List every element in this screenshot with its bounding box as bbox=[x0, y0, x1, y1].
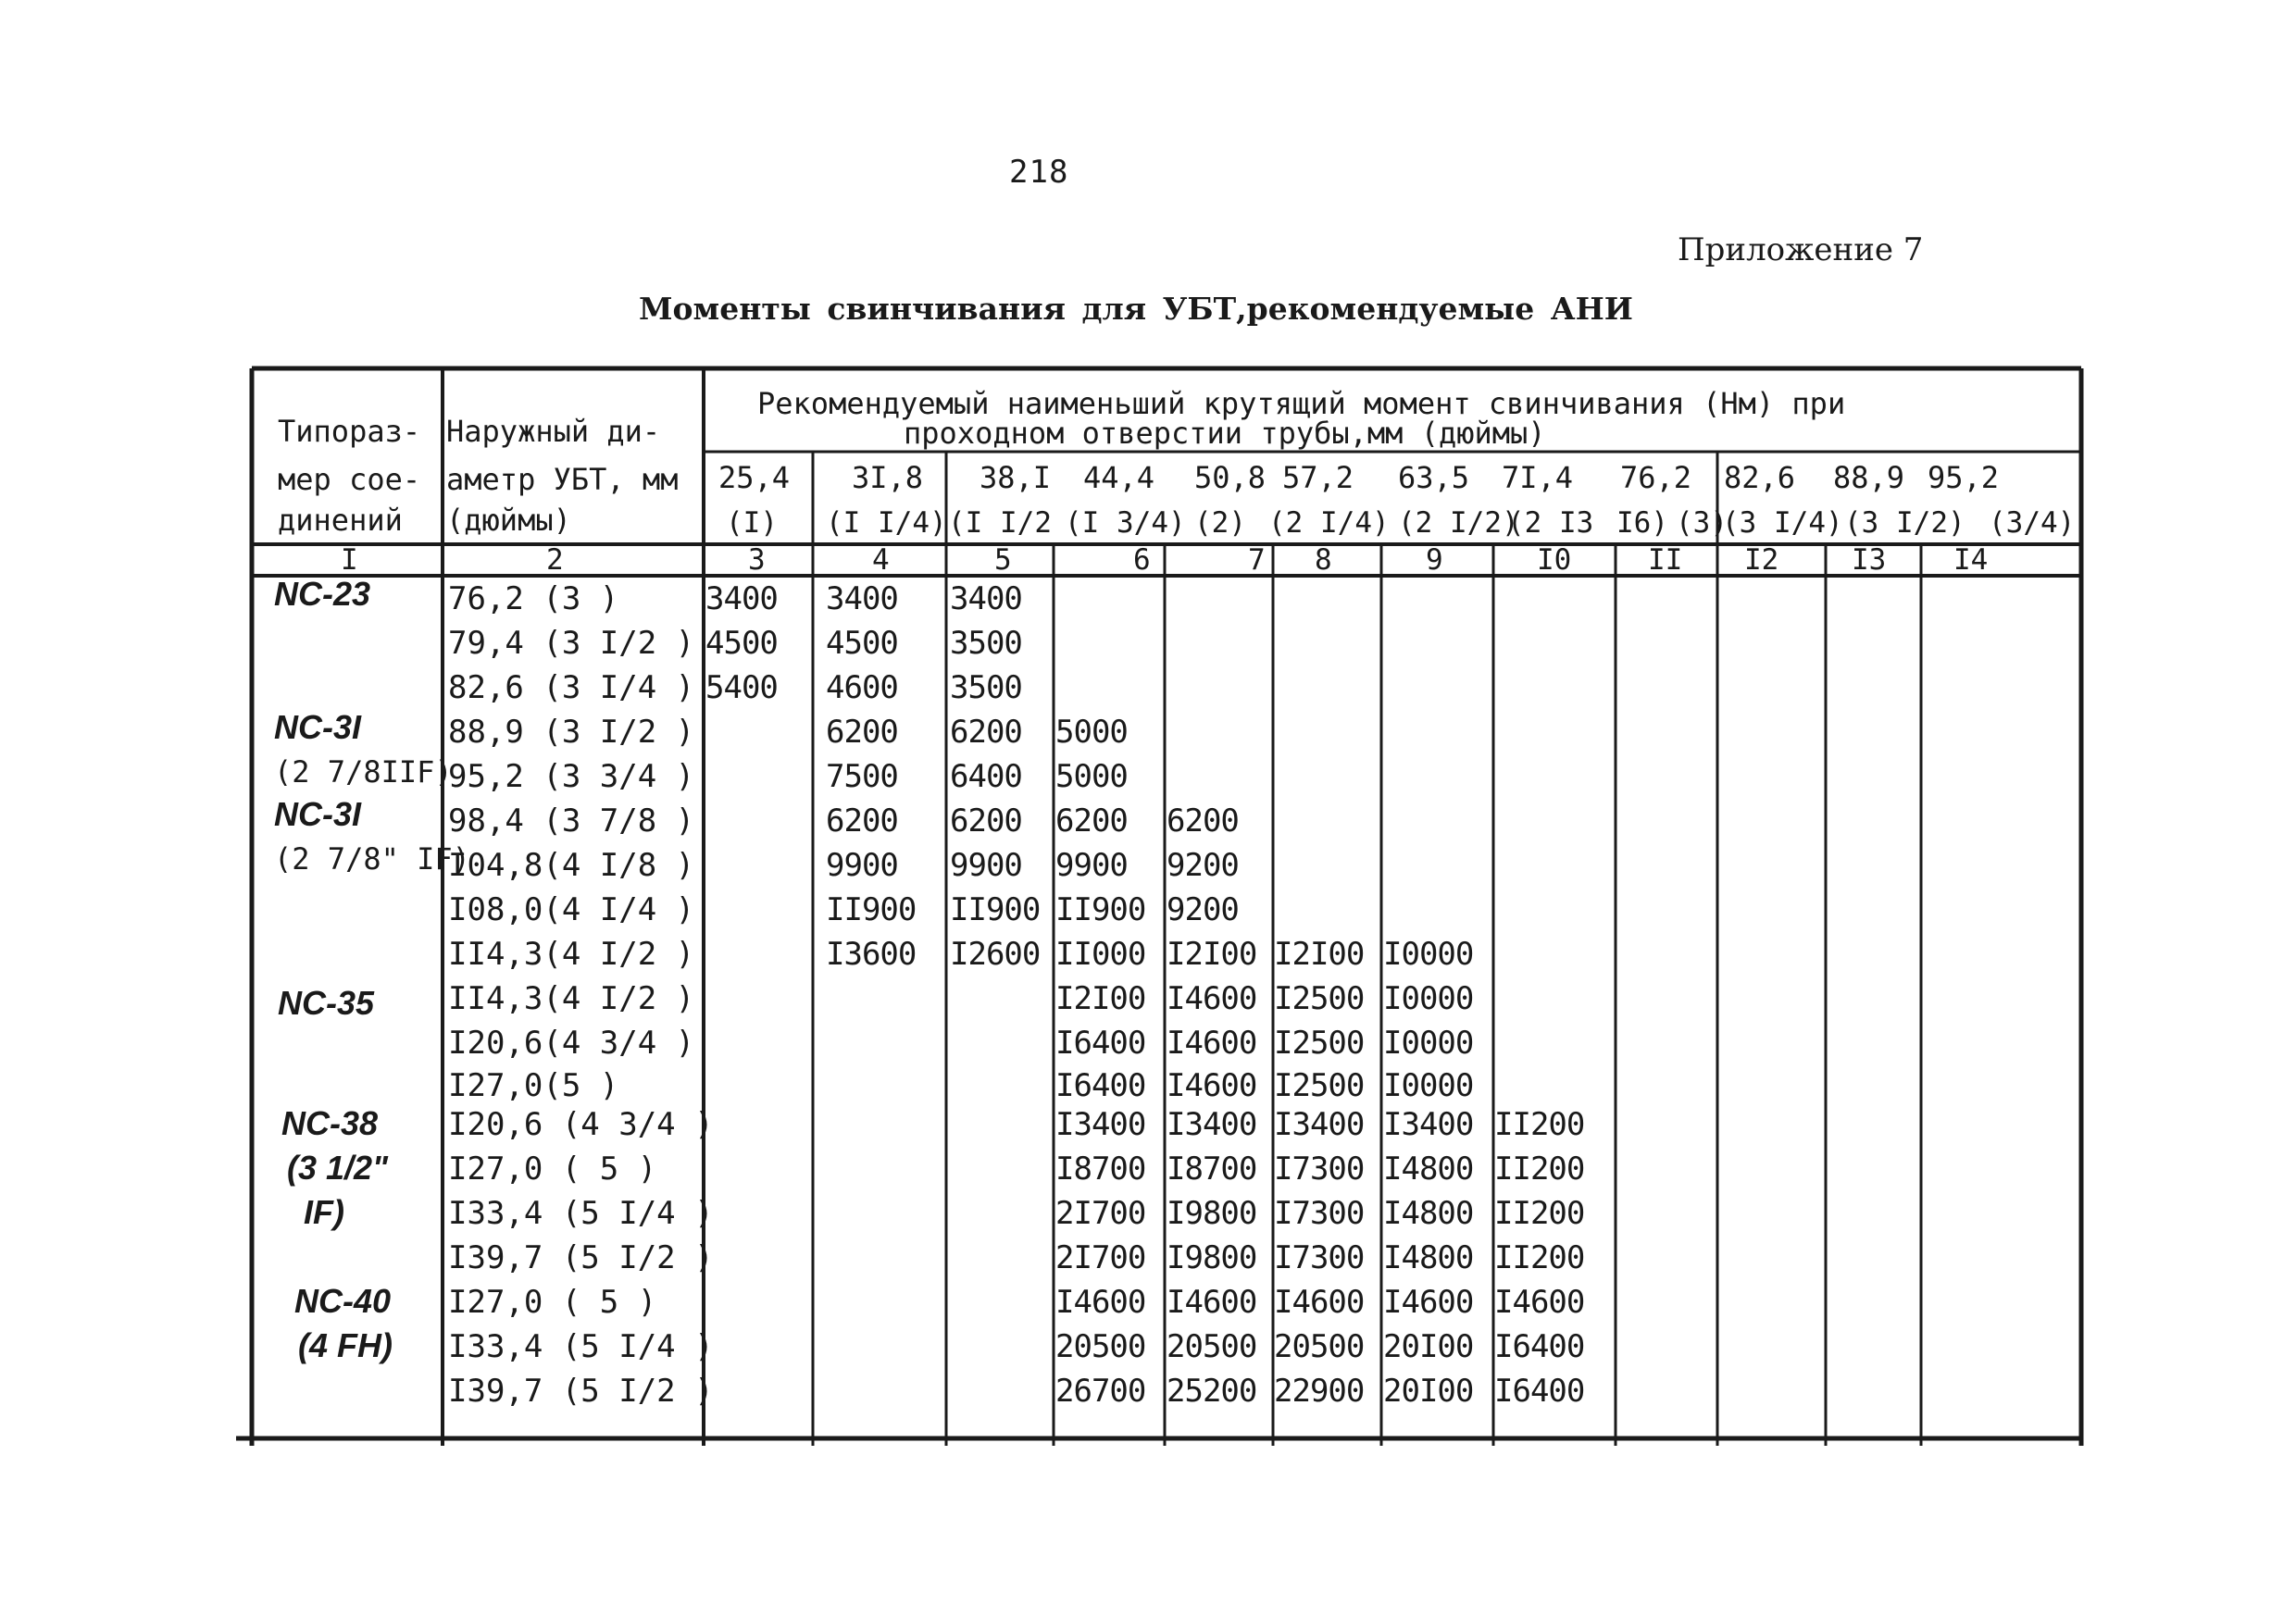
table-cell-torque: 5000 bbox=[1055, 758, 1128, 795]
table-cell-torque: 9900 bbox=[826, 847, 898, 884]
connection-subtype: (2 7/8" IF) bbox=[274, 841, 470, 877]
bore-in: (3 I/2) bbox=[1844, 506, 1965, 540]
table-cell-torque: I4600 bbox=[1055, 1284, 1146, 1321]
table-cell-torque: 6200 bbox=[950, 714, 1022, 751]
col-number: I2 bbox=[1744, 543, 1779, 577]
table-cell-torque: 20500 bbox=[1274, 1328, 1365, 1365]
table-cell-torque: I2I00 bbox=[1055, 980, 1146, 1017]
table-cell-diameter: 82,6 (3 I/4 ) bbox=[448, 669, 695, 706]
table-cell-torque: II900 bbox=[950, 891, 1041, 928]
table-cell-torque: I4800 bbox=[1383, 1239, 1474, 1276]
bore-in: (I I/2 bbox=[948, 506, 1052, 540]
table-cell-diameter: 98,4 (3 7/8 ) bbox=[448, 802, 695, 840]
col-number: I0 bbox=[1537, 543, 1572, 577]
bore-in: (3) bbox=[1676, 506, 1728, 540]
table-cell-torque: I6400 bbox=[1494, 1373, 1585, 1410]
table-cell-torque: 5400 bbox=[705, 669, 778, 706]
table-cell-torque: II200 bbox=[1494, 1151, 1585, 1188]
table-cell-torque: 20500 bbox=[1055, 1328, 1146, 1365]
table-cell-torque: I4600 bbox=[1274, 1284, 1365, 1321]
bore-in: (2) bbox=[1194, 506, 1246, 540]
table-cell-torque: I3600 bbox=[826, 936, 917, 973]
table-cell-torque: I4600 bbox=[1167, 980, 1257, 1017]
header-group-line2: проходном отверстии трубы,мм (дюймы) bbox=[904, 416, 1546, 451]
table-cell-torque: I0000 bbox=[1383, 936, 1474, 973]
table-cell-torque: I0000 bbox=[1383, 980, 1474, 1017]
table-cell-torque: 6200 bbox=[1055, 802, 1128, 840]
table-cell-torque: I2500 bbox=[1274, 1025, 1365, 1062]
table-cell-diameter: I08,0(4 I/4 ) bbox=[448, 891, 695, 928]
header-col2-line1: Наружный ди- bbox=[446, 414, 661, 449]
col-number: I4 bbox=[1953, 543, 1989, 577]
connection-code: NC-38 bbox=[281, 1104, 379, 1142]
table-cell-diameter: I39,7 (5 I/2 ) bbox=[448, 1239, 714, 1276]
table-cell-torque: 5000 bbox=[1055, 714, 1128, 751]
appendix-label: Приложение 7 bbox=[1678, 231, 1924, 268]
table-cell-torque: 26700 bbox=[1055, 1373, 1146, 1410]
table-cell-torque: 20500 bbox=[1167, 1328, 1257, 1365]
table-cell-torque: I2I00 bbox=[1274, 936, 1365, 973]
connection-code: NC-35 bbox=[278, 984, 375, 1022]
col-number: I bbox=[341, 543, 358, 577]
table-cell-torque: I7300 bbox=[1274, 1195, 1365, 1232]
table-cell-torque: I2500 bbox=[1274, 1067, 1365, 1104]
table-cell-torque: I7300 bbox=[1274, 1239, 1365, 1276]
header-col2-line2: аметр УБТ, мм bbox=[446, 462, 679, 497]
bore-mm: 82,6 bbox=[1724, 460, 1796, 495]
table-cell-torque: 3400 bbox=[705, 580, 778, 617]
table-cell-torque: 3500 bbox=[950, 625, 1022, 662]
connection-subtype: (3 1/2" bbox=[287, 1149, 389, 1187]
table-cell-torque: II200 bbox=[1494, 1195, 1585, 1232]
table-cell-torque: I8700 bbox=[1055, 1151, 1146, 1188]
table-cell-torque: 6200 bbox=[826, 802, 898, 840]
table-cell-torque: 9200 bbox=[1167, 891, 1239, 928]
table-cell-torque: II200 bbox=[1494, 1106, 1585, 1143]
table-cell-torque: I4600 bbox=[1167, 1025, 1257, 1062]
table-cell-torque: 22900 bbox=[1274, 1373, 1365, 1410]
table-cell-torque: I3400 bbox=[1274, 1106, 1365, 1143]
table-cell-torque: I6400 bbox=[1494, 1328, 1585, 1365]
table-cell-torque: 6200 bbox=[1167, 802, 1239, 840]
table-cell-diameter: II4,3(4 I/2 ) bbox=[448, 936, 695, 973]
table-cell-diameter: I20,6 (4 3/4 ) bbox=[448, 1106, 714, 1143]
bore-in: (2 I/4) bbox=[1268, 506, 1390, 540]
table-cell-torque: 9200 bbox=[1167, 847, 1239, 884]
table-cell-torque: 25200 bbox=[1167, 1373, 1257, 1410]
table-cell-torque: I3400 bbox=[1167, 1106, 1257, 1143]
table-cell-diameter: I20,6(4 3/4 ) bbox=[448, 1025, 695, 1062]
bore-in: (I) bbox=[726, 506, 778, 540]
table-cell-torque: I2600 bbox=[950, 936, 1041, 973]
connection-subtype: (2 7/8IIF) bbox=[274, 754, 453, 790]
bore-in: (I 3/4) bbox=[1065, 506, 1186, 540]
bore-in: (3 I/4) bbox=[1722, 506, 1843, 540]
bore-mm: 76,2 bbox=[1620, 460, 1692, 495]
table-cell-torque: I4600 bbox=[1167, 1284, 1257, 1321]
table-cell-torque: 6200 bbox=[950, 802, 1022, 840]
table-cell-torque: 4500 bbox=[826, 625, 898, 662]
table-cell-torque: I4800 bbox=[1383, 1195, 1474, 1232]
table-cell-torque: 9900 bbox=[950, 847, 1022, 884]
table-cell-torque: I6400 bbox=[1055, 1025, 1146, 1062]
table-cell-torque: I9800 bbox=[1167, 1239, 1257, 1276]
bore-mm: 57,2 bbox=[1282, 460, 1354, 495]
bore-mm: 3I,8 bbox=[852, 460, 924, 495]
table-cell-torque: 20I00 bbox=[1383, 1328, 1474, 1365]
bore-in: (2 I3 bbox=[1507, 506, 1594, 540]
table-cell-diameter: II4,3(4 I/2 ) bbox=[448, 980, 695, 1017]
table-cell-diameter: 88,9 (3 I/2 ) bbox=[448, 714, 695, 751]
connection-code: NC-40 bbox=[294, 1282, 392, 1320]
table-cell-diameter: 76,2 (3 ) bbox=[448, 580, 619, 617]
table-cell-torque: II900 bbox=[1055, 891, 1146, 928]
table-cell-torque: 20I00 bbox=[1383, 1373, 1474, 1410]
header-col1-line3: динений bbox=[278, 503, 403, 538]
table-cell-diameter: 95,2 (3 3/4 ) bbox=[448, 758, 695, 795]
table-cell-torque: I0000 bbox=[1383, 1025, 1474, 1062]
table-cell-torque: I0000 bbox=[1383, 1067, 1474, 1104]
col-number: 6 bbox=[1133, 543, 1151, 577]
connection-code: NC-23 bbox=[274, 575, 371, 613]
col-number: 8 bbox=[1315, 543, 1332, 577]
col-number: 5 bbox=[994, 543, 1012, 577]
table-cell-torque: I4600 bbox=[1494, 1284, 1585, 1321]
header-col1-line2: мер сое- bbox=[278, 462, 421, 497]
bore-mm: 25,4 bbox=[718, 460, 791, 495]
header-col2-line3: (дюймы) bbox=[446, 503, 571, 538]
table-cell-torque: I4600 bbox=[1383, 1284, 1474, 1321]
table-cell-torque: I2I00 bbox=[1167, 936, 1257, 973]
table-cell-torque: I8700 bbox=[1167, 1151, 1257, 1188]
header-col1-line1: Типораз- bbox=[278, 414, 421, 449]
bore-in: (2 I/2) bbox=[1398, 506, 1519, 540]
table-cell-torque: I4600 bbox=[1167, 1067, 1257, 1104]
table-cell-torque: II000 bbox=[1055, 936, 1146, 973]
connection-code: NC-3I bbox=[274, 708, 362, 746]
table-cell-diameter: I27,0(5 ) bbox=[448, 1067, 619, 1104]
table-cell-diameter: 79,4 (3 I/2 ) bbox=[448, 625, 695, 662]
bore-mm: 38,I bbox=[980, 460, 1052, 495]
connection-code: NC-3I bbox=[274, 795, 362, 833]
table-cell-torque: 4600 bbox=[826, 669, 898, 706]
bore-mm: 63,5 bbox=[1398, 460, 1470, 495]
table-cell-torque: I4800 bbox=[1383, 1151, 1474, 1188]
document-title: Моменты свинчивания для УБТ,рекомендуемые АНИ bbox=[639, 291, 1633, 327]
page-number: 218 bbox=[1009, 154, 1069, 191]
table-cell-torque: I9800 bbox=[1167, 1195, 1257, 1232]
bore-mm: 44,4 bbox=[1083, 460, 1155, 495]
table-cell-torque: 9900 bbox=[1055, 847, 1128, 884]
col-number: 9 bbox=[1426, 543, 1443, 577]
bore-mm: 7I,4 bbox=[1502, 460, 1574, 495]
table-cell-torque: 6200 bbox=[826, 714, 898, 751]
table-cell-torque: 7500 bbox=[826, 758, 898, 795]
table-cell-diameter: I33,4 (5 I/4 ) bbox=[448, 1328, 714, 1365]
table-cell-diameter: I39,7 (5 I/2 ) bbox=[448, 1373, 714, 1410]
table-cell-torque: I3400 bbox=[1383, 1106, 1474, 1143]
table-cell-diameter: I04,8(4 I/8 ) bbox=[448, 847, 695, 884]
table-cell-torque: II900 bbox=[826, 891, 917, 928]
col-number: 2 bbox=[546, 543, 564, 577]
table-cell-diameter: I27,0 ( 5 ) bbox=[448, 1284, 657, 1321]
table-cell-torque: 6400 bbox=[950, 758, 1022, 795]
table-cell-diameter: I27,0 ( 5 ) bbox=[448, 1151, 657, 1188]
col-number: I3 bbox=[1852, 543, 1887, 577]
table-cell-torque: I6400 bbox=[1055, 1067, 1146, 1104]
table-cell-torque: 2I700 bbox=[1055, 1239, 1146, 1276]
table-cell-diameter: I33,4 (5 I/4 ) bbox=[448, 1195, 714, 1232]
bore-mm: 50,8 bbox=[1194, 460, 1267, 495]
bore-mm: 88,9 bbox=[1833, 460, 1905, 495]
bore-in: I6) bbox=[1616, 506, 1668, 540]
table-cell-torque: II200 bbox=[1494, 1239, 1585, 1276]
connection-subtype: (4 FH) bbox=[298, 1326, 393, 1364]
bore-mm: 95,2 bbox=[1928, 460, 2000, 495]
table-cell-torque: I7300 bbox=[1274, 1151, 1365, 1188]
table-cell-torque: 3400 bbox=[950, 580, 1022, 617]
connection-subtype: IF) bbox=[304, 1193, 344, 1231]
table-cell-torque: I3400 bbox=[1055, 1106, 1146, 1143]
col-number: II bbox=[1648, 543, 1683, 577]
bore-in: (3/4) bbox=[1989, 506, 2076, 540]
table-cell-torque: I2500 bbox=[1274, 980, 1365, 1017]
col-number: 4 bbox=[872, 543, 890, 577]
table-cell-torque: 2I700 bbox=[1055, 1195, 1146, 1232]
col-number: 7 bbox=[1248, 543, 1266, 577]
table-cell-torque: 3400 bbox=[826, 580, 898, 617]
col-number: 3 bbox=[748, 543, 766, 577]
table-cell-torque: 3500 bbox=[950, 669, 1022, 706]
table-cell-torque: 4500 bbox=[705, 625, 778, 662]
header-group-line1: Рекомендуемый наименьший крутящий момент свинчивания (Нм) при bbox=[757, 386, 1846, 421]
bore-in: (I I/4) bbox=[826, 506, 947, 540]
